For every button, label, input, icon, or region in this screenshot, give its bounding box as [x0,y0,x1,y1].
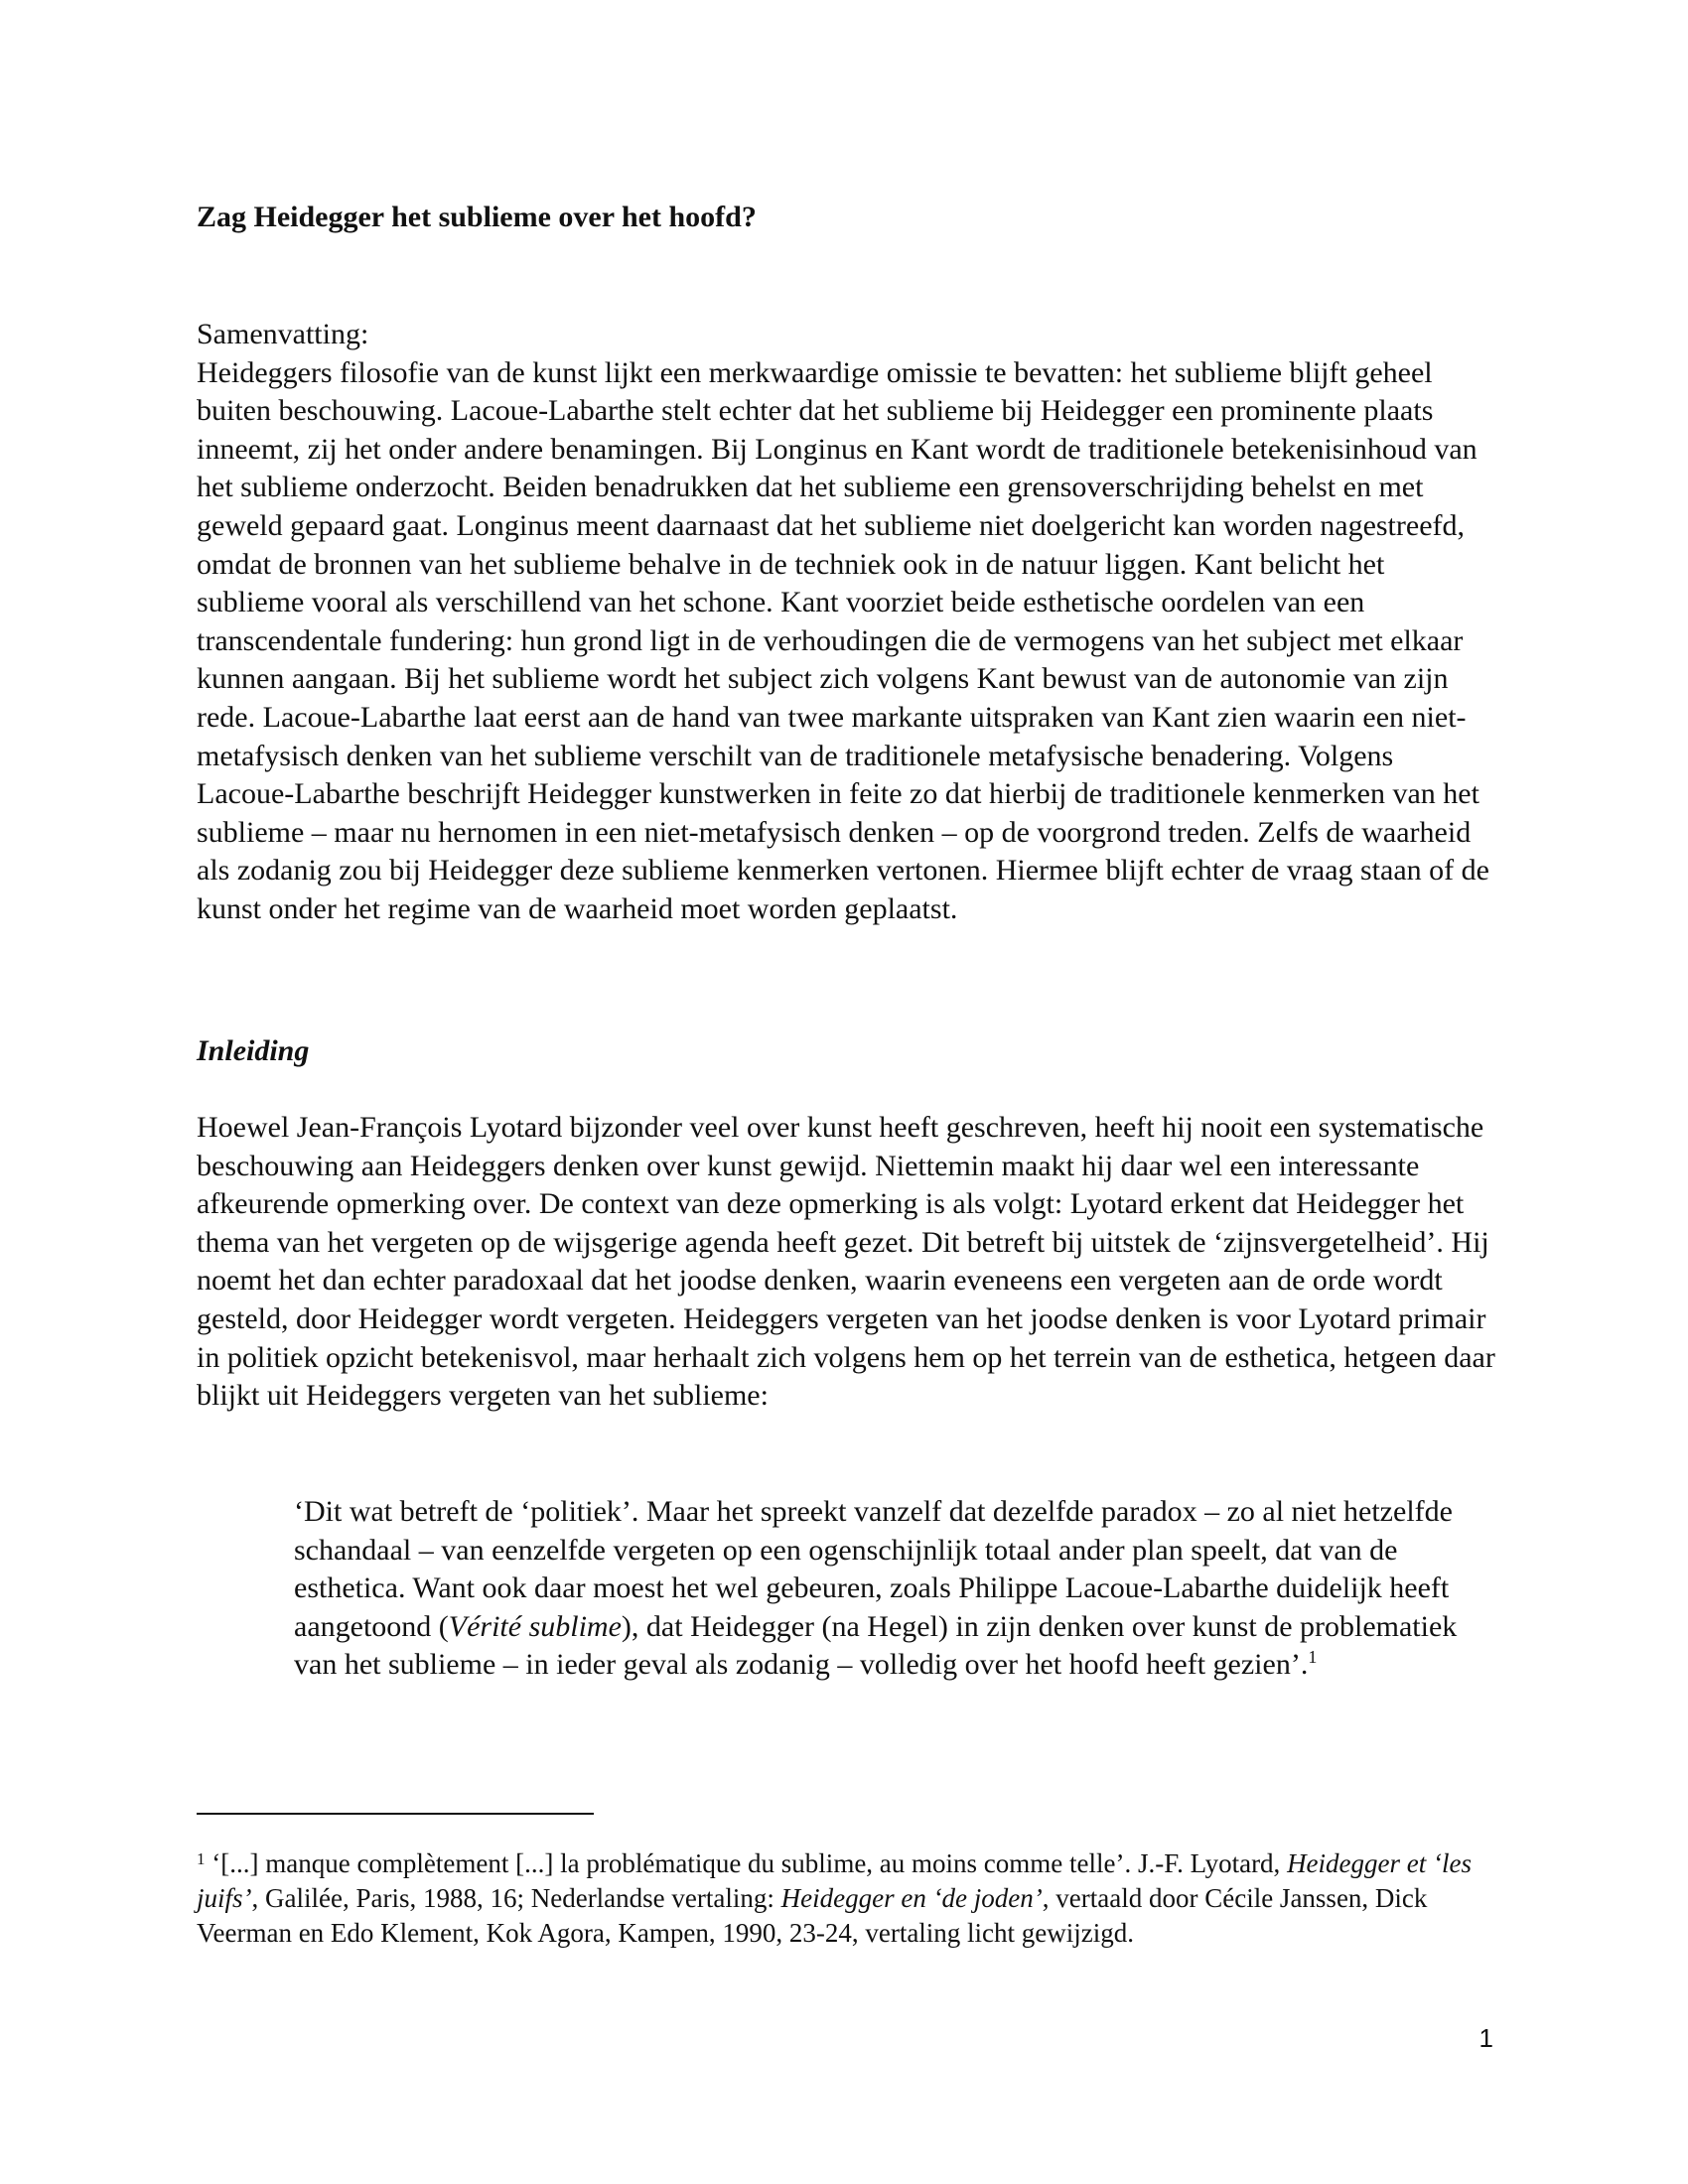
block-quote [294,1493,1497,1685]
footnote-reference[interactable]: 1 [1308,1647,1318,1668]
footnote-italic-1: Heidegger et ‘les juifs’ [197,1848,1472,1913]
footnote-text-3: , vertaald door Cécile Janssen, Dick Veerman en Edo Klement, Kok Agora, Kampen, 1990, 23-24, vertaling licht gewijzigd. [197,1883,1428,1948]
page-title: Zag Heidegger het sublieme over het hoofd? [197,201,757,233]
summary-paragraph: Heideggers filosofie van de kunst lijkt een merkwaardige omissie te bevatten: het sublieme blijft geheel buiten beschouwing. Lacoue-Labarthe stelt echter dat het sublieme bij Heidegger een prominente plaats inneemt, zij het onder andere benamingen. Bij Longinus en Kant wordt de traditionele betekenisinhoud van het sublieme onderzocht. Beiden benadrukken dat het sublieme een grensoverschrijding behelst en met geweld gepaard gaat. Longinus meent daarnaast dat het sublieme niet doelgericht kan worden nagestreefd, omdat de bronnen van het sublieme behalve in de techniek ook in de natuur liggen. Kant belicht het sublieme vooral als verschillend van het schone. Kant voorziet beide esthetische oordelen van een transcendentale fundering: hun grond ligt in de verhoudingen die de vermogens van het subject met elkaar kunnen aangaan. Bij het sublieme wordt het subject zich volgens Kant bewust van de autonomie van zijn rede. Lacoue-Labarthe laat eerst aan de hand van twee markante uitspraken van Kant zien waarin een niet-metafysisch denken van het sublieme verschilt van de traditionele metafysische benadering. Volgens Lacoue-Labarthe beschrijft Heidegger kunstwerken in feite zo dat hierbij de traditionele kenmerken van het sublieme – maar nu hernomen in een niet-metafysisch denken – op de voorgrond treden. Zelfs de waarheid als zodanig zou bij Heidegger deze sublieme kenmerken vertonen. Hiermee blijft echter de vraag staan of de kunst onder het regime van de waarheid moet worden geplaatst. [197,355,1489,925]
footnote-text-2: , Galilée, Paris, 1988, 16; Nederlandse vertaling: [251,1883,781,1913]
footnote-number: 1 [197,1849,206,1868]
footnote-separator [197,1813,594,1815]
page-number: 1 [1478,2023,1493,2053]
summary-section [197,316,1497,929]
footnote-text-1: ‘[...] manque complètement [...] la problématique du sublime, au moins comme telle’. J.-F. Lyotard, [205,1848,1288,1878]
intro-paragraph: Hoewel Jean-François Lyotard bijzonder veel over kunst heeft geschreven, heeft hij nooit een systematische beschouwing aan Heideggers denken over kunst gewijd. Niettemin maakt hij daar wel een interessante afkeurende opmerking over. De context van deze opmerking is als volgt: Lyotard erkent dat Heidegger het thema van het vergeten op de wijsgerige agenda heeft gezet. Dit betreft bij uitstek de ‘zijnsvergetelheid’. Hij noemt het dan echter paradoxaal dat het joodse denken, waarin eveneens een vergeten aan de orde wordt gesteld, door Heidegger wordt vergeten. Heideggers vergeten van het joodse denken is voor Lyotard primair in politiek opzicht betekenisvol, maar herhaalt zich volgens hem op het terrein van de esthetica, hetgeen daar blijkt uit Heideggers vergeten van het sublieme: [197,1111,1495,1413]
footnote-italic-2: Heidegger en ‘de joden’ [780,1883,1043,1913]
section-heading: Inleiding [197,1034,310,1067]
quote-text-start: ‘Dit wat betreft de ‘politiek’. Maar het spreekt vanzelf dat dezelfde paradox – zo al niet hetzelfde schandaal – van eenzelfde vergeten op een ogenschijnlijk totaal ander plan speelt, dat van de esthetica. Want ook daar moest het wel gebeuren, zoals Philippe Lacoue-Labarthe duidelijk heeft aangetoond ( [294,1495,1453,1643]
summary-label: Samenvatting: [197,318,369,350]
quote-text-end: ), dat Heidegger (na Hegel) in zijn denken over kunst de problematiek van het sublieme – in ieder geval als zodanig – volledig over het hoofd heeft gezien’. [294,1609,1458,1682]
footnote [197,1846,1497,1951]
quote-italic-title: Vérité sublime [448,1609,622,1643]
